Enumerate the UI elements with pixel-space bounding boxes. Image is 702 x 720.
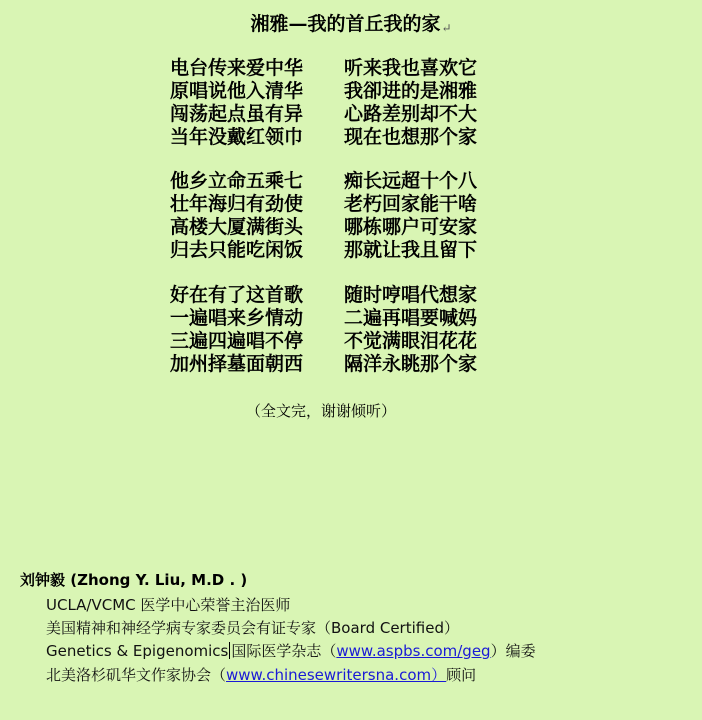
line-right-half: 老朽回家能干啥 (344, 193, 478, 215)
poem-line (170, 80, 530, 103)
poem-line (170, 239, 530, 262)
line-right-half: 哪栋哪户可安家 (344, 216, 478, 238)
line-left-half: 壮年海归有劲使 (170, 193, 304, 215)
credential-line-2 (46, 617, 459, 639)
line-left-half: 电台传来爱中华 (170, 57, 304, 79)
line-left-half: 归去只能吃闲饭 (170, 239, 304, 261)
credential-text: UCLA/VCMC 医学中心荣誉主治医师 (46, 596, 291, 614)
line-right-half: 隔洋永眺那个家 (344, 353, 478, 375)
association-link[interactable]: www.chinesewritersna.com） (226, 666, 447, 684)
poem-line (170, 103, 530, 126)
poem-title (0, 12, 702, 40)
poem-line (170, 330, 530, 353)
poem-line (170, 353, 530, 376)
line-left-half: 他乡立命五乘七 (170, 170, 304, 192)
credential-text: Genetics & Epigenomics (46, 642, 229, 660)
line-right-half: 听来我也喜欢它 (344, 57, 478, 79)
line-left-half: 高楼大厦满街头 (170, 216, 304, 238)
line-left-half: 三遍四遍唱不停 (170, 330, 304, 352)
poem-line (170, 216, 530, 239)
line-left-half: 一遍唱来乡情动 (170, 307, 304, 329)
poem-line (170, 193, 530, 216)
line-left-half: 闯荡起点虽有异 (170, 103, 304, 125)
line-left-half: 好在有了这首歌 (170, 284, 304, 306)
line-right-half: 现在也想那个家 (344, 126, 478, 148)
paragraph-return-icon: ↵ (441, 21, 452, 35)
line-left-half: 加州择墓面朝西 (170, 353, 304, 375)
author-name: 刘钟毅 (Zhong Y. Liu, M.D . ) (20, 571, 248, 589)
ending-note: （全文完，谢谢倾听） (245, 402, 396, 420)
line-right-half: 痴长远超十个八 (344, 170, 478, 192)
poem-line (170, 170, 530, 193)
line-right-half: 随时哼唱代想家 (344, 284, 478, 306)
credential-text: 顾问 (446, 666, 477, 684)
stanza-1 (170, 57, 530, 149)
stanza-3 (170, 284, 530, 376)
credential-text: 国际医学杂志（ (231, 642, 337, 660)
poem-line (170, 284, 530, 307)
line-right-half: 二遍再唱要喊妈 (344, 307, 478, 329)
line-right-half: 我卻进的是湘雅 (344, 80, 478, 102)
credential-line-3 (46, 640, 536, 662)
poem-line (170, 307, 530, 330)
line-left-half: 原唱说他入清华 (170, 80, 304, 102)
line-right-half: 那就让我且留下 (344, 239, 478, 261)
poem-line (170, 57, 530, 80)
line-right-half: 不觉满眼泪花花 (344, 330, 478, 352)
line-left-half: 当年没戴红领巾 (170, 126, 304, 148)
credential-line-1 (46, 594, 290, 616)
title-text: 湘雅—我的首丘我的家 (250, 13, 441, 35)
stanza-2 (170, 170, 530, 262)
credential-text: ）编委 (490, 642, 536, 660)
journal-link[interactable]: www.aspbs.com/geg (336, 642, 491, 660)
credential-line-4 (46, 664, 476, 686)
credential-text: 北美洛杉矶华文作家协会（ (46, 666, 227, 684)
credential-text: 美国精神和神经学病专家委员会有证专家（Board Certified） (46, 619, 459, 637)
line-right-half: 心路差别却不大 (344, 103, 478, 125)
poem-line (170, 126, 530, 149)
